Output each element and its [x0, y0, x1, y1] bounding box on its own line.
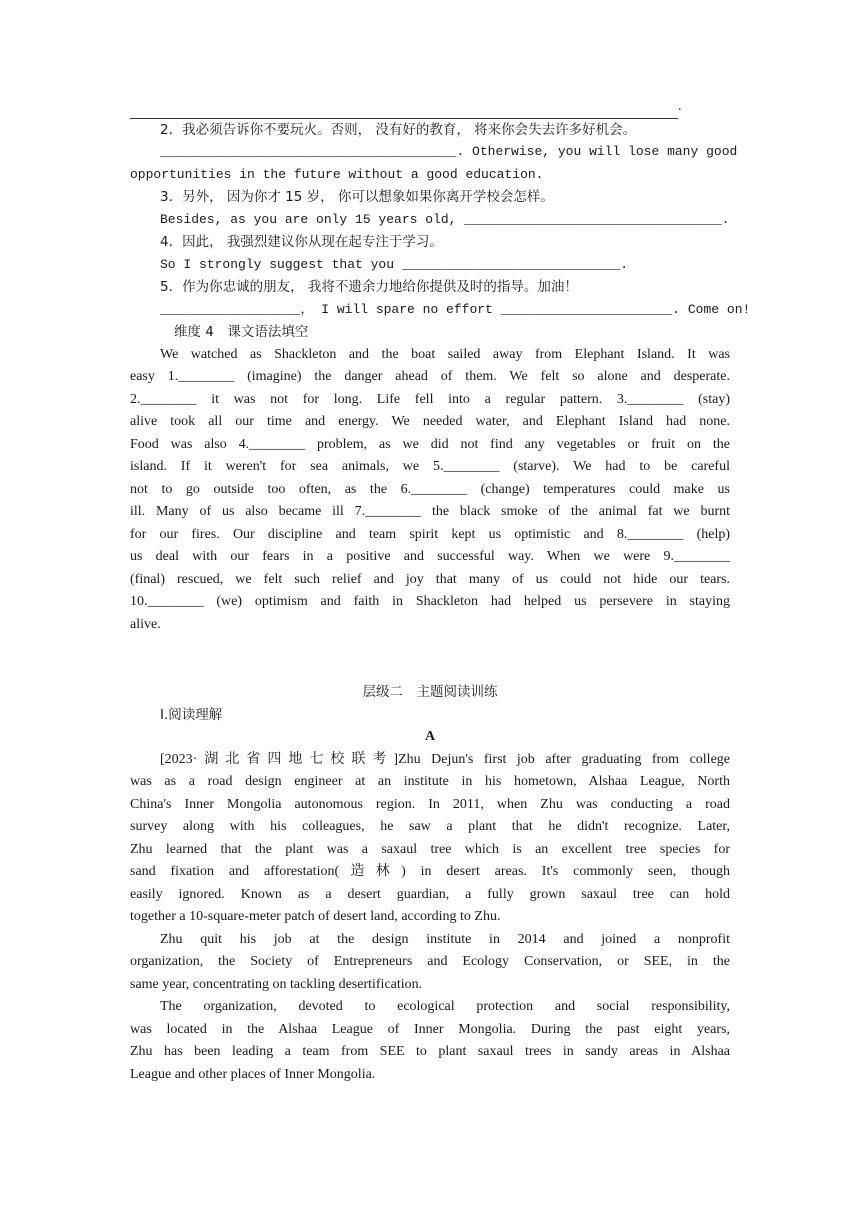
passage-line: together a 10-square-meter patch of desert land, according to Zhu.	[130, 909, 501, 924]
cloze-line: 2.________ it was not for long. Life fell into a regular pattern. 3.________ (stay)	[130, 391, 730, 407]
document-page	[130, 96, 751, 1086]
passage-line: China's Inner Mongolia autonomous region. In 2011, when Zhu was conducting a road	[130, 796, 730, 812]
passage-line: organization, the Society of Entrepreneurs and Ecology Conservation, or SEE, in the	[130, 954, 730, 969]
cloze-passage	[130, 344, 730, 637]
cloze-line: easy 1.________ (imagine) the danger ahead of them. We felt so alone and desperate.	[130, 369, 730, 384]
cloze-line: alive took all our time and energy. We needed water, and Elephant Island had none.	[130, 414, 730, 429]
dimension-4-heading: 维度 4 课文语法填空	[174, 324, 309, 340]
passage-line: [2023·湖北省四地七校联考]Zhu Dejun's first job after graduating from college	[160, 751, 730, 767]
section-reading-comprehension: Ⅰ.阅读理解	[160, 706, 223, 723]
passage-line: was as a road design engineer at an institute in his hometown, Alshaa League, North	[130, 774, 730, 789]
cloze-line: (final) rescued, we felt such relief and joy that many of us could not hide our tears.	[130, 571, 730, 587]
passage-a	[130, 749, 730, 1087]
cloze-line: 10.________ (we) optimism and faith in Shackleton had helped us persevere in staying	[130, 594, 730, 609]
passage-line: was located in the Alshaa League of Inner Mongolia. During the past eight years,	[130, 1021, 730, 1037]
passage-line: same year, concentrating on tackling desertification.	[130, 976, 423, 992]
level-2-heading: 层级二 主题阅读训练	[362, 684, 498, 700]
blank-rule	[130, 108, 678, 119]
passage-line: sand fixation and afforestation(造林) in desert areas. It's commonly seen, though	[130, 864, 730, 879]
sentence-4-english: So I strongly suggest that you ____________________________.	[160, 256, 629, 272]
passage-line: League and other places of Inner Mongolia.	[130, 1066, 376, 1082]
sentence-5-chinese: 5．作为你忠诚的朋友， 我将不遗余力地给你提供及时的指导。加油！	[160, 279, 578, 295]
cloze-line: not to go outside too often, as the 6.________ (change) temperatures could make us	[130, 481, 730, 497]
sentence-2-english: ______________________________________. Otherwise, you will lose many good	[160, 144, 738, 159]
cloze-line: for our fires. Our discipline and team spirit kept us optimistic and 8.________ (help)	[130, 526, 730, 542]
sentence-3-english: Besides, as you are only 15 years old, _________________________________.	[160, 211, 730, 227]
answer-line-top: .	[130, 96, 730, 119]
passage-line: Zhu has been leading a team from SEE to plant saxaul trees in sandy areas in Alshaa	[130, 1044, 730, 1059]
cloze-line: Food was also 4.________ problem, as we did not find any vegetables or fruit on the	[130, 436, 730, 452]
cloze-line: island. If it weren't for sea animals, we 5.________ (starve). We had to be careful	[130, 459, 730, 474]
passage-line: Zhu learned that the plant was a saxaul tree which is an excellent tree species for	[130, 841, 730, 857]
cloze-line: We watched as Shackleton and the boat sailed away from Elephant Island. It was	[160, 346, 730, 362]
cloze-line: us deal with our fears in a positive and successful way. When we were 9.________	[130, 549, 730, 564]
sentence-2-english-cont: opportunities in the future without a good education.	[130, 166, 544, 182]
cloze-line: ill. Many of us also became ill 7.________ the black smoke of the animal fat we burnt	[130, 504, 730, 519]
sentence-3-chinese: 3．另外， 因为你才 15 岁， 你可以想象如果你离开学校会怎样。	[160, 189, 554, 205]
passage-line: Zhu quit his job at the design institute in 2014 and joined a nonprofit	[160, 931, 730, 947]
cloze-line-last: alive.	[130, 616, 161, 632]
passage-line: easily ignored. Known as a desert guardian, a fully grown saxaul tree can hold	[130, 886, 730, 902]
passage-label: A	[424, 729, 436, 744]
passage-line: survey along with his colleagues, he saw a plant that he didn't recognize. Later,	[130, 819, 730, 834]
passage-line: The organization, devoted to ecological protection and social responsibility,	[160, 999, 730, 1014]
sentence-2-chinese: 2．我必须告诉你不要玩火。否则， 没有好的教育， 将来你会失去许多好机会。	[160, 121, 637, 138]
sentence-5-english: __________________， I will spare no effort ______________________. Come on!	[160, 301, 751, 317]
sentence-4-chinese: 4．因此， 我强烈建议你从现在起专注于学习。	[160, 234, 443, 250]
